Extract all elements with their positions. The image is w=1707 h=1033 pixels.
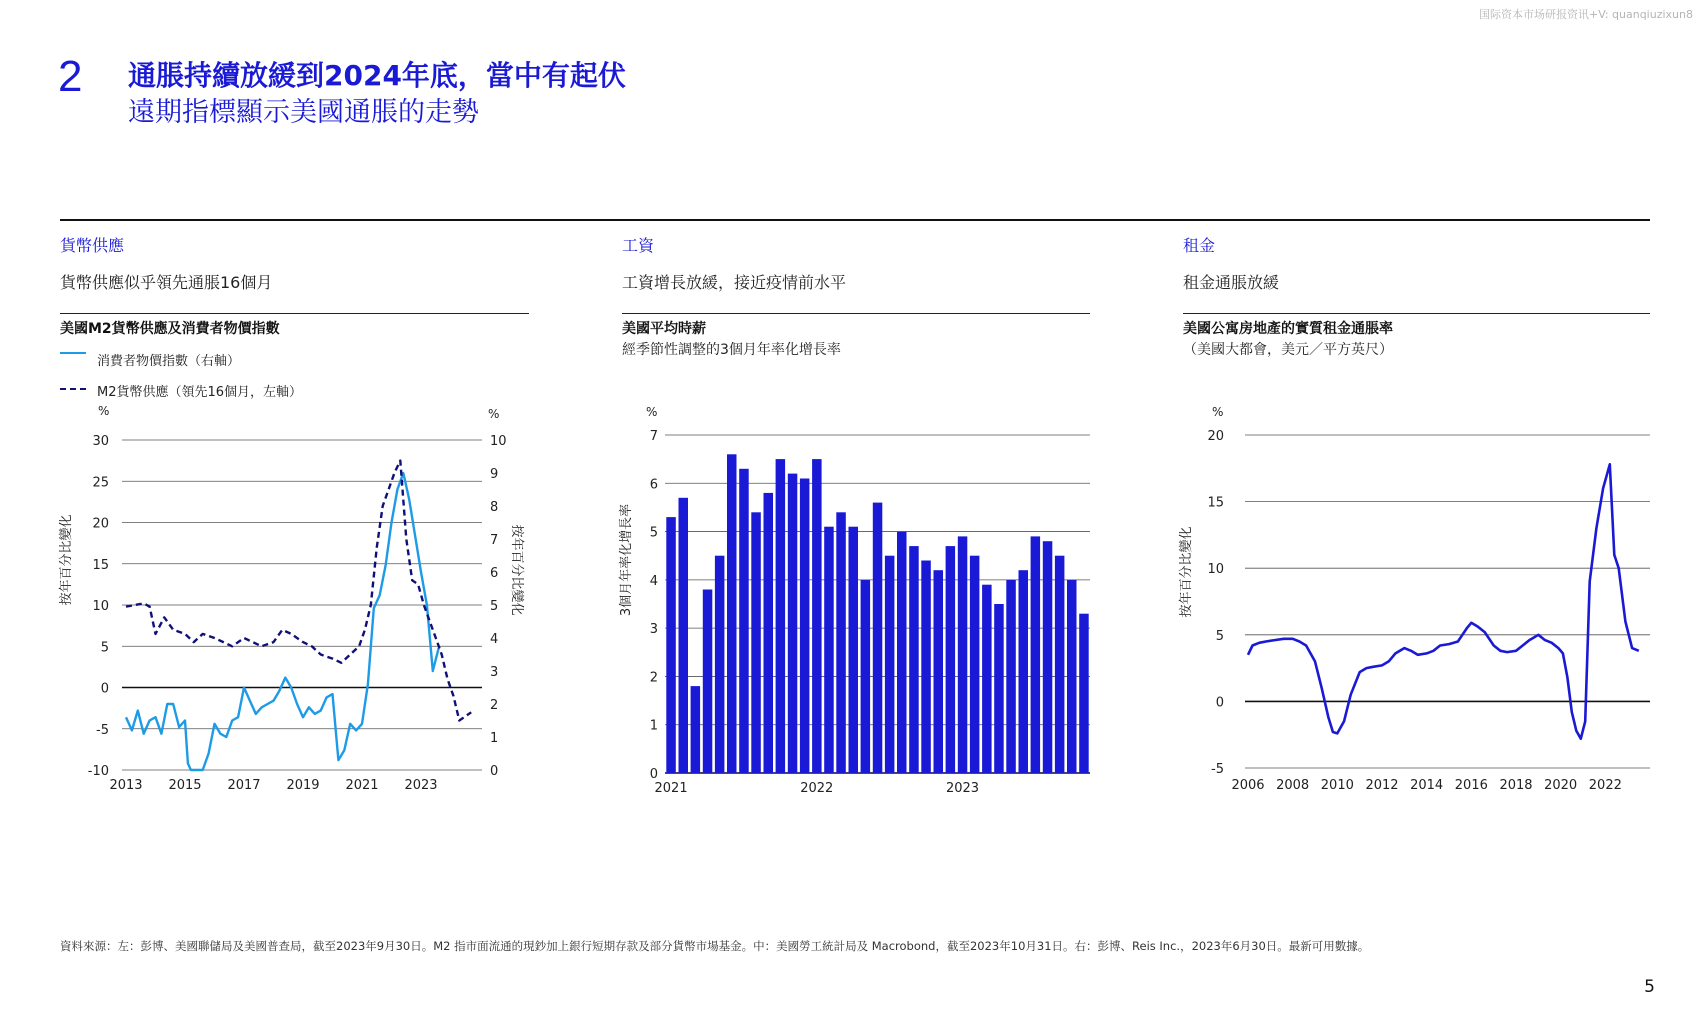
chart2-bar [958, 536, 968, 773]
watermark: 国际资本市场研报资讯+V: quanqiuzixun8 [1478, 8, 1693, 21]
chart3-x-tick-label: 2008 [1276, 778, 1310, 793]
chart2-bar [1043, 541, 1053, 773]
chart2-bar [788, 474, 798, 773]
chart2-bar [703, 590, 713, 774]
chart2-title: 美國平均時薪 [622, 321, 706, 337]
chart1-right-tick-label: 8 [490, 500, 499, 515]
chart2-y-tick-label: 2 [649, 670, 658, 686]
chart1-title: 美國M2貨幣供應及消費者物價指數 [60, 321, 280, 337]
chart2-bar [824, 527, 834, 773]
chart1-x-tick-label: 2021 [345, 778, 379, 793]
chart2-y-tick-label: 5 [649, 525, 658, 541]
chart2-bar [1006, 580, 1016, 773]
chart2-bar [897, 532, 907, 773]
chart1-x-tick-label: 2017 [227, 778, 261, 793]
chart1-right-tick-label: 7 [490, 533, 499, 548]
chart3-y-axis-label: 按年百分比變化 [1179, 526, 1194, 618]
chart2-unit: % [646, 405, 658, 419]
chart3-subtitle: （美國大都會，美元／平方英尺） [1183, 342, 1393, 358]
chart2-bar [970, 556, 980, 773]
chart1-x-tick-label: 2013 [109, 778, 143, 793]
chart2-bar [739, 469, 749, 773]
chart1-left-axis-label: 按年百分比變化 [59, 514, 74, 606]
chart2-bar [1019, 570, 1029, 773]
chart2-bar [861, 580, 871, 773]
chart1-left-tick-label: 25 [92, 475, 109, 491]
chart1-right-tick-label: 1 [490, 731, 499, 746]
chart1-x-tick-label: 2015 [168, 778, 202, 793]
chart3-x-tick-label: 2020 [1544, 778, 1578, 793]
page-subtitle: 遠期指標顯示美國通脹的走勢 [128, 97, 479, 128]
chart1-left-tick-label: -5 [96, 722, 109, 738]
chart2-bar [751, 512, 761, 773]
chart1-x-tick-label: 2023 [404, 778, 438, 793]
chart1-right-axis-label: 按年百分比變化 [509, 524, 524, 616]
chart2-bar [1031, 536, 1041, 773]
chart2-bar [873, 503, 883, 773]
legend-m2-label: M2貨幣供應（領先16個月，左軸） [97, 385, 303, 400]
chart2-x-tick-label: 2021 [654, 781, 688, 796]
panel-wages-subheading: 工資增長放緩，接近疫情前水平 [622, 273, 847, 292]
chart3-y-tick-label: 20 [1207, 429, 1224, 444]
chart2-bar [1067, 580, 1077, 773]
section-number: 2 [58, 52, 83, 101]
chart3-y-tick-label: 0 [1215, 695, 1224, 711]
chart2-bar [800, 479, 810, 774]
chart1-right-tick-label: 9 [490, 467, 499, 482]
chart2-bar [836, 512, 846, 773]
chart2-y-axis-label: 3個月年率化增長率 [619, 503, 634, 617]
chart3-x-tick-label: 2022 [1588, 778, 1622, 793]
chart1-left-tick-label: 30 [92, 434, 109, 449]
chart1-cpi-line [126, 473, 439, 770]
chart2-bar [885, 556, 895, 773]
chart2-y-tick-label: 4 [649, 573, 658, 589]
panel-rent-rule [1183, 313, 1650, 314]
chart2-bar [776, 459, 786, 773]
chart2-y-tick-label: 0 [649, 767, 658, 782]
chart2-bar [946, 546, 956, 773]
chart2-bar [691, 686, 701, 773]
chart1-right-tick-label: 5 [490, 599, 499, 614]
panel-rent-heading: 租金 [1183, 236, 1216, 255]
panel-wages-rule [622, 313, 1090, 314]
chart1-left-tick-label: 20 [92, 516, 109, 532]
chart3-y-tick-label: 5 [1215, 628, 1224, 644]
panel-rent-subheading: 租金通脹放緩 [1183, 273, 1280, 292]
page-number: 5 [1644, 977, 1655, 997]
chart3-rent-line [1248, 464, 1639, 738]
chart2-bar [812, 459, 822, 773]
chart2-bar [909, 546, 919, 773]
chart1-left-tick-label: 0 [100, 681, 109, 697]
chart1-left-tick-label: 15 [92, 557, 109, 573]
chart2-bar [921, 561, 931, 774]
chart1-left-tick-label: 10 [92, 599, 109, 614]
chart2-bar [982, 585, 992, 773]
panel-money-subheading: 貨幣供應似乎領先通脹16個月 [60, 273, 273, 292]
chart1-right-tick-label: 10 [490, 434, 507, 449]
chart3-x-tick-label: 2010 [1320, 778, 1354, 793]
panel-money-heading: 貨幣供應 [60, 236, 125, 255]
page-title: 通脹持續放緩到2024年底，當中有起伏 [128, 59, 626, 92]
chart2-bar [934, 570, 944, 773]
chart2-bar [994, 604, 1004, 773]
panel-wages-heading: 工資 [622, 236, 655, 255]
chart3-x-tick-label: 2014 [1410, 778, 1444, 793]
chart1-left-unit: % [98, 404, 110, 418]
chart1-right-tick-label: 0 [490, 764, 499, 779]
chart1-right-unit: % [488, 407, 500, 421]
chart2-bar [679, 498, 689, 773]
chart3-x-tick-label: 2016 [1454, 778, 1488, 793]
legend-cpi-label: 消費者物價指數（右軸） [97, 354, 241, 369]
chart1-right-tick-label: 2 [490, 698, 499, 713]
chart1-right-tick-label: 6 [490, 566, 499, 581]
chart1-x-tick-label: 2019 [286, 778, 320, 793]
chart2-y-tick-label: 6 [649, 477, 658, 493]
chart3-unit: % [1212, 405, 1224, 419]
chart1-left-tick-label: -10 [87, 764, 109, 779]
chart2-bar [1055, 556, 1065, 773]
chart1-right-tick-label: 3 [490, 665, 499, 680]
chart2-subtitle: 經季節性調整的3個月年率化增長率 [622, 342, 841, 358]
chart2-bar [1079, 614, 1089, 773]
source-footnote: 資料來源：左：彭博、美國聯儲局及美國普查局，截至2023年9月30日。M2 指市面流通的現鈔加上銀行短期存款及部分貨幣市場基金。中：美國勞工統計局及 Macrobond，截至2023年10月31日。右：彭博、Reis Inc.，2023年6月30日。最新可用數據。 [60, 939, 1370, 953]
chart3-x-tick-label: 2006 [1231, 778, 1265, 793]
chart1-right-tick-label: 4 [490, 632, 499, 647]
chart3-y-tick-label: 15 [1207, 495, 1224, 511]
chart2-bar [727, 454, 737, 773]
chart3-x-tick-label: 2018 [1499, 778, 1533, 793]
chart3-y-tick-label: -5 [1211, 762, 1224, 777]
chart1-left-tick-label: 5 [100, 640, 109, 656]
chart2-x-tick-label: 2022 [800, 781, 834, 796]
chart2-bar [666, 517, 676, 773]
chart3-y-tick-label: 10 [1207, 562, 1224, 578]
chart2-y-tick-label: 7 [649, 429, 658, 444]
chart2-x-tick-label: 2023 [945, 781, 980, 796]
chart1-m2-line [126, 461, 471, 721]
chart2-bar [764, 493, 774, 773]
chart3-title: 美國公寓房地產的實質租金通脹率 [1183, 321, 1393, 337]
chart3-x-tick-label: 2012 [1365, 778, 1399, 793]
chart2-y-tick-label: 1 [649, 718, 658, 734]
chart2-bar [715, 556, 725, 773]
chart2-bar [849, 527, 859, 773]
chart2-y-tick-label: 3 [649, 622, 658, 638]
